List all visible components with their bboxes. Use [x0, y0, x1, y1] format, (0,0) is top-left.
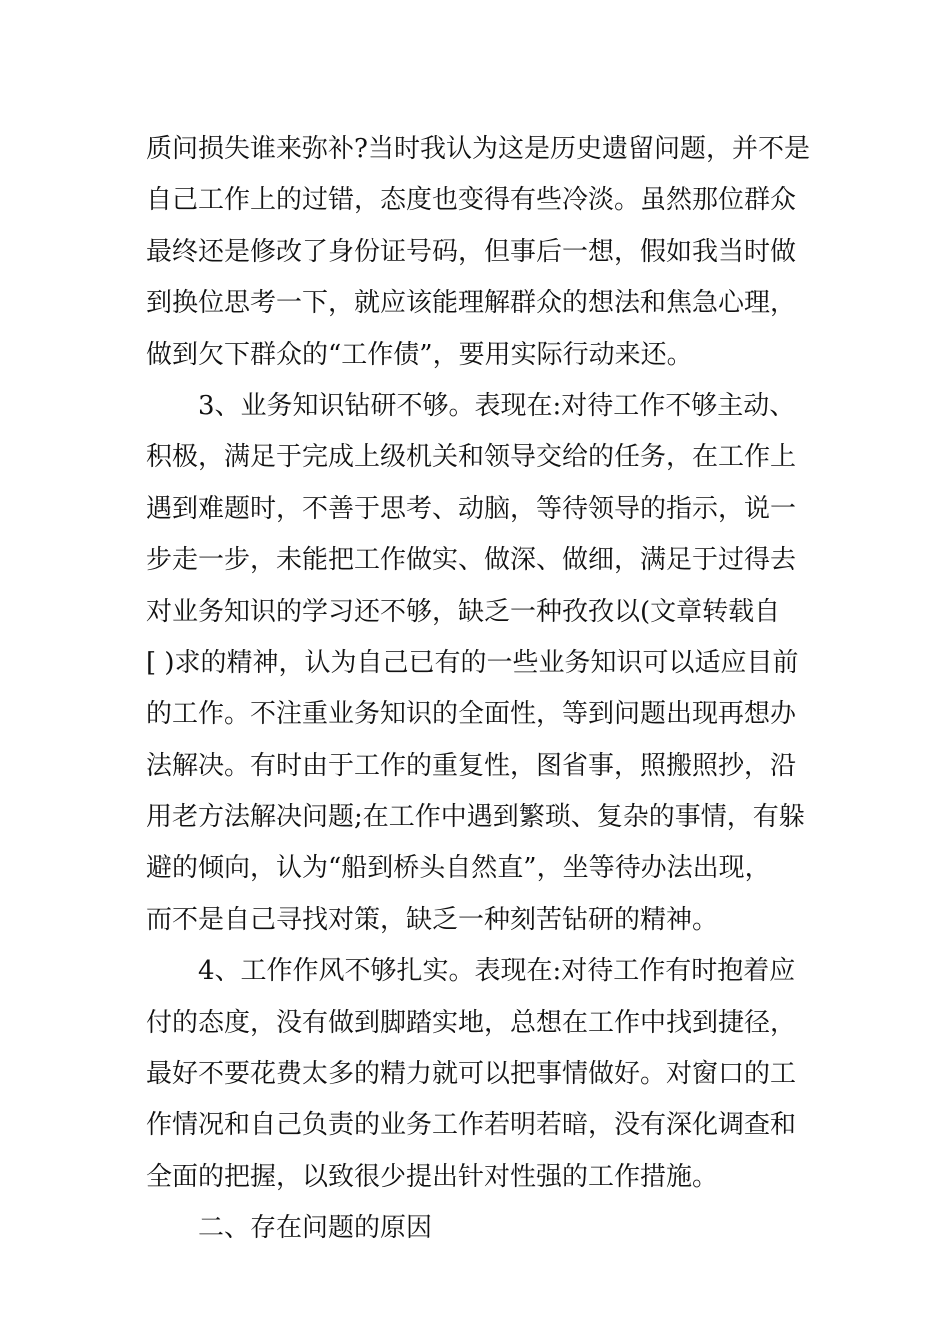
text-line: 到换位思考一下，就应该能理解群众的想法和焦急心理，: [146, 288, 797, 319]
text-line: 付的态度，没有做到脚踏实地，总想在工作中找到捷径，: [146, 1007, 797, 1038]
text-line: 作情况和自己负责的业务工作若明若暗，没有深化调查和: [146, 1110, 797, 1141]
paragraph-3-heading-line: 3、业务知识钻研不够。表现在:对待工作不够主动、: [198, 390, 796, 421]
document-body: [146, 124, 810, 1255]
text-line: 遇到难题时，不善于思考、动脑，等待领导的指示，说一: [146, 493, 797, 524]
text-line: 的工作。不注重业务知识的全面性，等到问题出现再想办: [146, 699, 797, 730]
text-line: 避的倾向，认为“船到桥头自然直”，坐等待办法出现，: [146, 853, 771, 884]
text-line: 对业务知识的学习还不够，缺乏一种孜孜以(文章转载自: [146, 596, 781, 627]
section-heading: 二、存在问题的原因: [198, 1213, 433, 1244]
text-line: 全面的把握，以致很少提出针对性强的工作措施。: [146, 1161, 719, 1192]
paragraph-4-heading-line: 4、工作作风不够扎实。表现在:对待工作有时抱着应: [198, 956, 796, 987]
text-line: 步走一步，未能把工作做实、做深、做细，满足于过得去: [146, 545, 797, 576]
text-line: 用老方法解决问题;在工作中遇到繁琐、复杂的事情，有躲: [146, 802, 805, 833]
text-line: [ )求的精神，认为自己已有的一些业务知识可以适应目前: [146, 647, 799, 678]
text-line: 最好不要花费太多的精力就可以把事情做好。对窗口的工: [146, 1059, 797, 1090]
text-line: 自己工作上的过错，态度也变得有些冷淡。虽然那位群众: [146, 185, 797, 216]
text-line: 最终还是修改了身份证号码，但事后一想，假如我当时做: [146, 236, 797, 267]
text-line: 积极，满足于完成上级机关和领导交给的任务，在工作上: [146, 442, 797, 473]
text-line: 做到欠下群众的“工作债”，要用实际行动来还。: [146, 339, 693, 370]
text-line: 法解决。有时由于工作的重复性，图省事，照搬照抄，沿: [146, 750, 797, 781]
text-line: 而不是自己寻找对策，缺乏一种刻苦钻研的精神。: [146, 904, 719, 935]
text-line: 质问损失谁来弥补?当时我认为这是历史遗留问题，并不是: [146, 134, 810, 164]
